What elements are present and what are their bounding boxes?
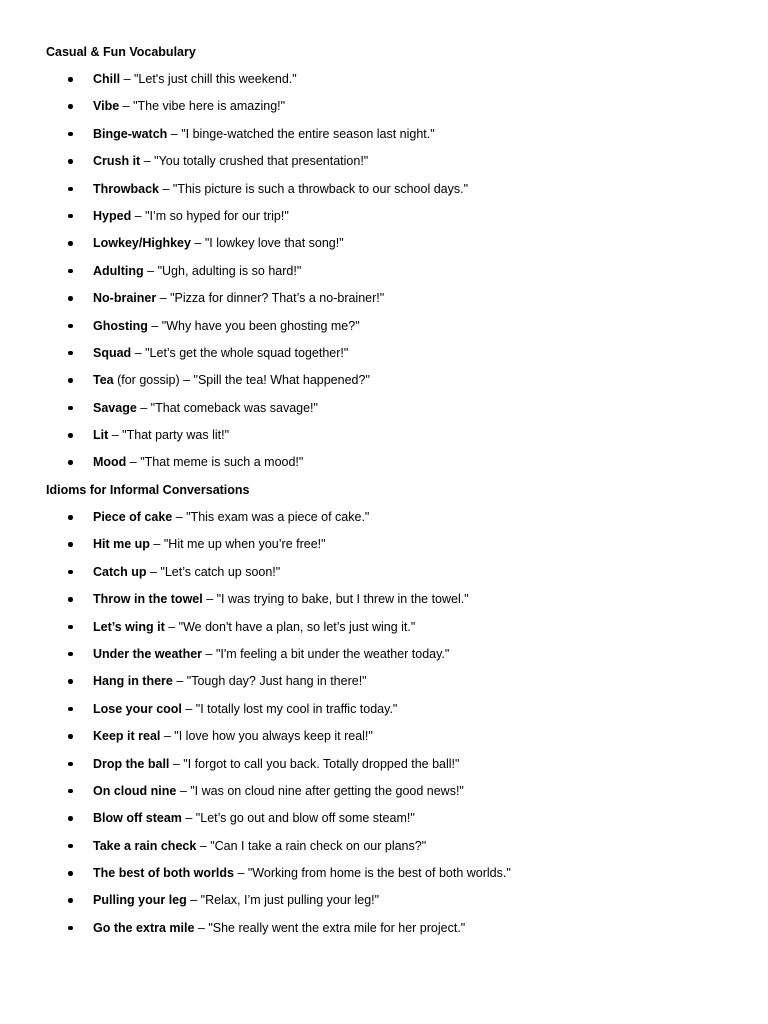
term-label: Vibe — [93, 99, 120, 114]
term-label: Catch up — [93, 564, 147, 579]
bullet-icon — [68, 625, 73, 630]
list-item-text — [93, 892, 379, 908]
example-sentence: – "You totally crushed that presentation!" — [140, 154, 369, 169]
list-item-text — [93, 345, 348, 361]
list-item-text — [93, 728, 373, 744]
example-sentence: – "This picture is such a throwback to our school days." — [159, 181, 469, 196]
term-label: Under the weather — [93, 646, 203, 661]
bullet-icon — [68, 378, 73, 383]
example-sentence: – "The vibe here is amazing!" — [119, 99, 286, 114]
bullet-icon — [68, 679, 73, 684]
bullet-icon — [68, 406, 73, 411]
list-item-text — [93, 756, 459, 772]
example-sentence: – "Working from home is the best of both worlds." — [233, 866, 511, 881]
bullet-icon — [68, 570, 73, 575]
list-item-text — [93, 318, 360, 334]
bullet-icon — [68, 296, 73, 301]
term-label: On cloud nine — [93, 783, 177, 798]
example-sentence: – "Let’s get the whole squad together!" — [131, 345, 349, 360]
list-item-text — [93, 400, 318, 416]
list-item-text — [93, 208, 289, 224]
bullet-icon — [68, 132, 73, 137]
example-sentence: – "Ugh, adulting is so hard!" — [143, 263, 302, 278]
bullet-icon — [68, 707, 73, 712]
list-item-text — [93, 536, 326, 552]
list-item-text — [93, 181, 468, 197]
bullet-icon — [68, 159, 73, 164]
section-heading-vocabulary: Casual & Fun Vocabulary — [46, 45, 196, 59]
list-item-text — [93, 126, 435, 142]
list-item-text — [93, 235, 344, 251]
example-sentence: – "I forgot to call you back. Totally dropped the ball!" — [169, 756, 460, 771]
term-label: Throwback — [93, 181, 159, 196]
bullet-icon — [68, 515, 73, 520]
example-sentence: – "Tough day? Just hang in there!" — [172, 674, 367, 689]
example-sentence: – "Relax, I’m just pulling your leg!" — [186, 893, 380, 908]
term-label: Let’s wing it — [93, 619, 165, 634]
example-sentence: – "Why have you been ghosting me?" — [147, 318, 360, 333]
list-item-text — [93, 619, 415, 635]
term-label: Binge-watch — [93, 126, 168, 141]
term-label: Hang in there — [93, 674, 173, 689]
term-label: Squad — [93, 345, 132, 360]
bullet-icon — [68, 241, 73, 246]
example-sentence: – "I totally lost my cool in traffic today." — [181, 701, 398, 716]
term-label: Take a rain check — [93, 838, 197, 853]
term-label: Lose your cool — [93, 701, 182, 716]
list-item-text — [93, 920, 465, 936]
bullet-icon — [68, 789, 73, 794]
bullet-icon — [68, 460, 73, 465]
example-sentence: – "I lowkey love that song!" — [190, 236, 344, 251]
list-item-text — [93, 509, 369, 525]
bullet-icon — [68, 652, 73, 657]
list-item-text — [93, 591, 469, 607]
example-sentence: – "This exam was a piece of cake." — [172, 510, 370, 524]
example-sentence: – "I was trying to bake, but I threw in the towel." — [202, 592, 469, 607]
list-item-text — [93, 153, 368, 169]
term-label: Piece of cake — [93, 510, 173, 524]
example-sentence: – "I was on cloud nine after getting the good news!" — [176, 783, 464, 798]
bullet-icon — [68, 351, 73, 356]
term-label: Chill — [93, 72, 121, 86]
term-label: Hyped — [93, 208, 132, 223]
bullet-icon — [68, 104, 73, 109]
example-sentence: – "She really went the extra mile for her project." — [194, 920, 466, 935]
term-label: Mood — [93, 455, 127, 470]
section-heading-idioms: Idioms for Informal Conversations — [46, 483, 250, 497]
term-note: (for gossip) — [113, 373, 180, 388]
bullet-icon — [68, 269, 73, 274]
list-item-text — [93, 865, 511, 881]
bullet-icon — [68, 187, 73, 192]
example-sentence: – "We don't have a plan, so let’s just wing it." — [164, 619, 416, 634]
list-item-text — [93, 427, 229, 443]
example-sentence: – "That comeback was savage!" — [136, 400, 318, 415]
term-label: Savage — [93, 400, 137, 415]
bullet-icon — [68, 77, 73, 82]
term-label: Crush it — [93, 154, 141, 169]
bullet-icon — [68, 597, 73, 602]
example-sentence: – "Hit me up when you’re free!" — [149, 537, 326, 552]
list-item-text — [93, 454, 303, 470]
term-label: Hit me up — [93, 537, 150, 552]
list-item-text — [93, 263, 301, 279]
bullet-icon — [68, 542, 73, 547]
list-item-text — [93, 701, 397, 717]
term-label: Blow off steam — [93, 811, 182, 826]
example-sentence: – "That party was lit!" — [108, 428, 230, 443]
bullet-icon — [68, 214, 73, 219]
term-label: Ghosting — [93, 318, 148, 333]
term-label: The best of both worlds — [93, 866, 234, 881]
list-item-text — [93, 673, 367, 689]
example-sentence: – "Let's just chill this weekend." — [120, 72, 297, 86]
term-label: Tea — [93, 373, 114, 388]
bullet-icon — [68, 433, 73, 438]
term-label: Keep it real — [93, 729, 161, 744]
example-sentence: – "Can I take a rain check on our plans?" — [196, 838, 427, 853]
list-item-text — [93, 372, 370, 388]
example-sentence: – "I'm feeling a bit under the weather today." — [202, 646, 450, 661]
term-label: Throw in the towel — [93, 592, 203, 607]
example-sentence: – "Spill the tea! What happened?" — [179, 373, 370, 388]
bullet-icon — [68, 762, 73, 767]
list-item-text — [93, 838, 426, 854]
bullet-icon — [68, 871, 73, 876]
example-sentence: – "Let’s catch up soon!" — [146, 564, 281, 579]
example-sentence: – "I binge-watched the entire season last night." — [167, 126, 435, 141]
term-label: No-brainer — [93, 291, 157, 306]
term-label: Pulling your leg — [93, 893, 187, 908]
term-label: Lowkey/Highkey — [93, 236, 191, 251]
list-item-text — [93, 71, 297, 87]
bullet-icon — [68, 926, 73, 931]
example-sentence: – "I’m so hyped for our trip!" — [131, 208, 289, 223]
list-item-text — [93, 290, 384, 306]
list-item-text — [93, 810, 415, 826]
example-sentence: – "That meme is such a mood!" — [126, 455, 304, 470]
bullet-icon — [68, 816, 73, 821]
bullet-icon — [68, 734, 73, 739]
bullet-icon — [68, 844, 73, 849]
example-sentence: – "Pizza for dinner? That’s a no-brainer!" — [156, 291, 385, 306]
example-sentence: – "Let’s go out and blow off some steam!" — [181, 811, 415, 826]
list-item-text — [93, 783, 464, 799]
example-sentence: – "I love how you always keep it real!" — [160, 729, 373, 744]
bullet-icon — [68, 898, 73, 903]
bullet-icon — [68, 324, 73, 329]
term-label: Drop the ball — [93, 756, 170, 771]
term-label: Lit — [93, 428, 109, 443]
term-label: Go the extra mile — [93, 920, 195, 935]
term-label: Adulting — [93, 263, 144, 278]
list-item-text — [93, 646, 449, 662]
list-item-text — [93, 98, 285, 114]
list-item-text — [93, 564, 280, 580]
